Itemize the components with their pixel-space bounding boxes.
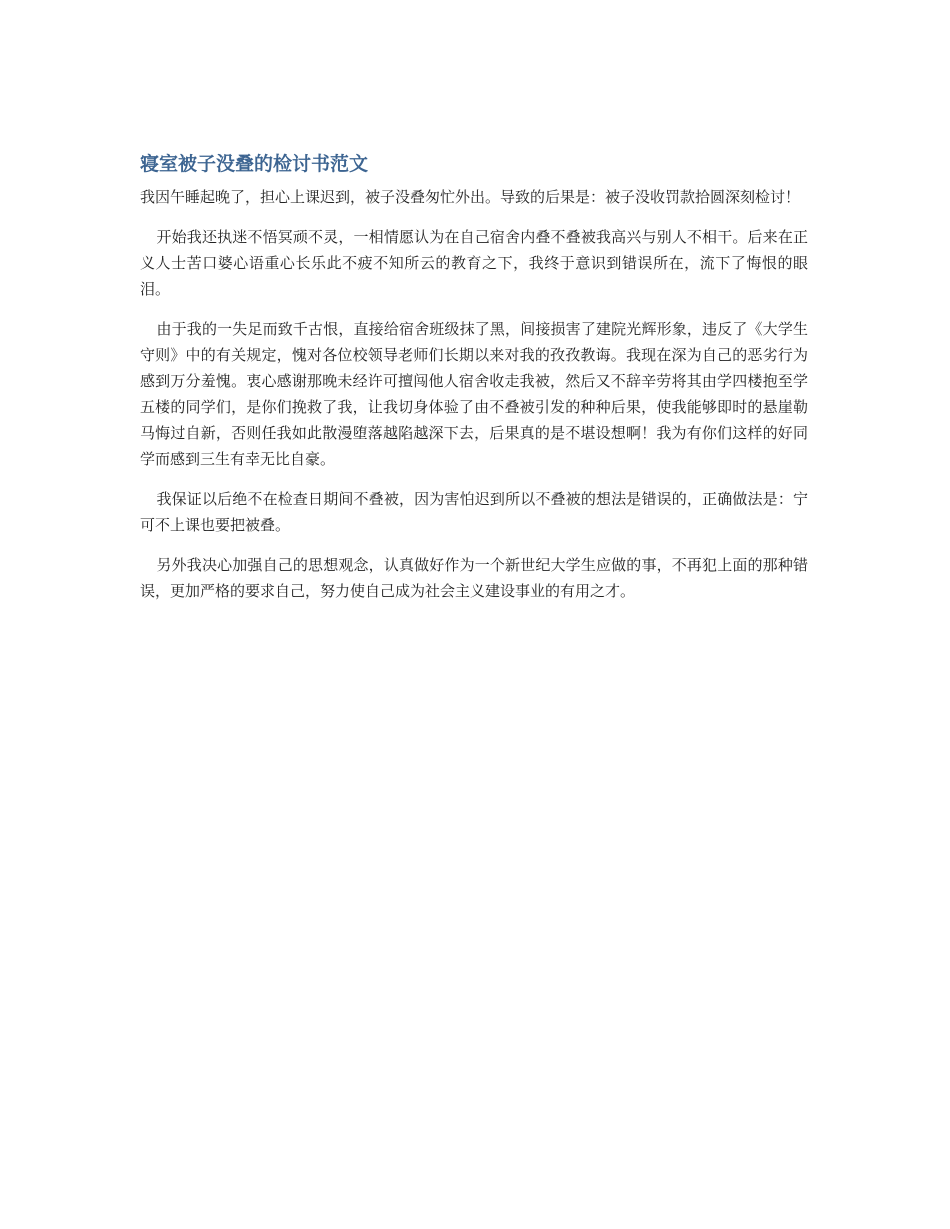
- paragraph-promise: 我保证以后绝不在检查日期间不叠被，因为害怕迟到所以不叠被的想法是错误的，正确做法是：宁可不上课也要把被叠。: [140, 490, 808, 534]
- document-title: 寝室被子没叠的检讨书范文: [140, 153, 369, 175]
- paragraph-consequences: 由于我的一失足而致千古恨，直接给宿舍班级抹了黑，间接损害了建院光辉形象，违反了《大学生守则》中的有关规定，愧对各位校领导老师们长期以来对我的孜孜教诲。我现在深为自己的恶劣行为感到万分羞愧。衷心感谢那晚未经许可擅闯他人宿舍收走我被，然后又不辞辛劳将其由学四楼抱至学五楼的同学们，是你们挽救了我，让我切身体验了由不叠被引发的种种后果，使我能够即时的悬崖勒马悔过自新，否则任我如此散漫堕落越陷越深下去，后果真的是不堪设想啊！我为有你们这样的好同学而感到三生有幸无比自豪。: [140, 320, 808, 468]
- document-content: [140, 150, 808, 618]
- paragraph-resolution: 另外我决心加强自己的思想观念，认真做好作为一个新世纪大学生应做的事，不再犯上面的那种错误，更加严格的要求自己，努力使自己成为社会主义建设事业的有用之才。: [140, 556, 808, 600]
- paragraph-intro: 我因午睡起晚了，担心上课迟到，被子没叠匆忙外出。导致的后果是：被子没收罚款拾圆深刻检讨！: [140, 188, 801, 206]
- paragraph-realization: 开始我还执迷不悟冥顽不灵，一相情愿认为在自己宿舍内叠不叠被我高兴与别人不相干。后来在正义人士苦口婆心语重心长乐此不疲不知所云的教育之下，我终于意识到错误所在，流下了悔恨的眼泪。: [140, 228, 808, 298]
